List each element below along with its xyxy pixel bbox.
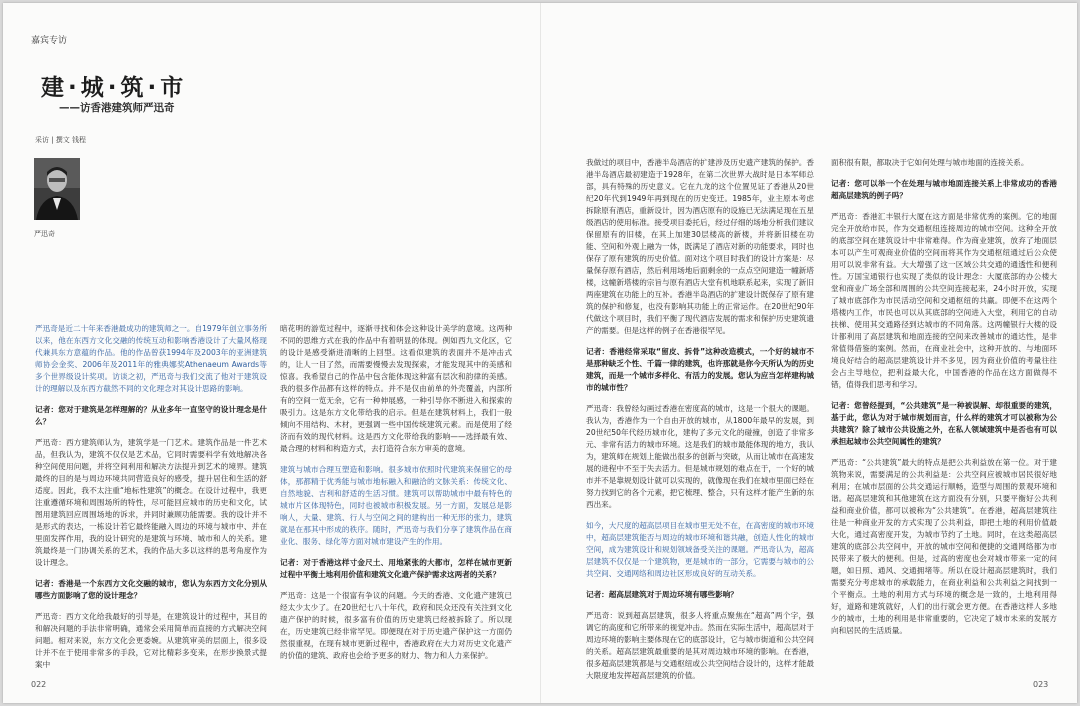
answer-7: 严迅奇：“公共建筑”最大的特点是把公共利益放在第一位。对于建筑物来说，需要满足的公共利益是：公共空间应被城市居民很好地利用；在城市层面的公共交通运行顺畅，造型与周围的景观环境和谐。超高层建筑和其他建筑在这方面没有分别，只要平衡好公共利益和商业价值，都可以被称为“公共建筑”。在香港，超高层建筑往往是一种商业开发的方式实现了公共利益，即把土地的利用价值最大化，通过高密度开发，为城市节约了土地。同时，在这类超高层建筑的底部公共空间中，开放的城市空间和便捷的交通网络都为市民带来了极大的便利。但是，过高的密度也会对城市带来一定的问题，如日照、通风、交通拥堵等。所以在设计超高层建筑时，我们需要充分考虑城市的承载能力，在商业利益和公共利益之间找到一个平衡点。土地的利用方式与环境的概念是一致的，土地利用得好，道路和建筑就好，人们的出行就会更方便。在香港这样人多地少的城市，土地的利用是非常重要的，它决定了城市未来的发展方向和居民的生活质量。	[831, 458, 1057, 635]
text-column-3	[586, 157, 814, 680]
text-column-1	[35, 323, 267, 673]
magazine-spread	[3, 3, 1077, 703]
answer-2: 严迅奇：西方文化给我最好的引导是，在建筑设计的过程中，其目的和解决问题的手法非常明确，通常会采用简单而直接的方式解决空间问题。相对来说，东方文化会更委婉。从建筑审美的层面上，很多设计并不在于使用非常多的手段，它对比精彩多变来，在形步换景式提案中	[35, 612, 267, 669]
intro-paragraph: 严迅奇是近二十年来香港最成功的建筑师之一。自1979年创立事务所以来，他在东西方文化交融的传统互动和影响香港设计了大量风格现代兼具东方意蕴的作品。他的作品曾获1994年及2003年的亚洲建筑师协会金奖、2006年及2011年的雅典娜奖Athenaeum Awards等多个世界级设计奖项。访谈之初，严迅奇与我们交流了他对于建筑设计的理解以及东西方截然不同的文化理念对其设计思路的影响。	[35, 324, 267, 393]
page-number-right: 023	[1033, 680, 1049, 689]
question-1: 记者：您对于建筑是怎样理解的？从业多年一直坚守的设计理念是什么？	[35, 405, 267, 426]
page-number-left: 022	[31, 680, 47, 689]
portrait-image	[34, 158, 80, 220]
answer-4: 严迅奇：我曾经勾画过香港在密度高的城市，这是一个很大的课题。我认为，香港作为一个自由开放的城市，从1800年最早的发展，到20世纪50年代经历城市化，建构了多元文化的碰撞，创造了非常多元、非常有活力的城市环境。这是我们的城市最能体现的地方，我认为，建筑师在规划上能做出很多的创新与突破，从而让城市在高速发展的进程中不至于失去活力。但是城市规划的难点在于，一个好的城市并不是靠规划设计就可以实现的，就像现在我们在城市里面已经在努力找到它的各个元素，把它梳理、整合，只有这样才能产生新的东西出来。	[586, 404, 814, 509]
article-title: 建·城·筑·市	[41, 75, 188, 101]
question-5: 记者：超高层建筑对于周边环境有哪些影响？	[586, 590, 738, 599]
answer-5: 严迅奇：说到超高层建筑，很多人将重点聚焦在“超高”两个字，强调它的高度和它所带来的视觉冲击。然而在实际生活中，超高层对于周边环境的影响主要体现在它的底部设计，它与城市街道和公共空间的关系。超高层建筑最重要的是其对周边城市环境的影响。在香港，很多超高层建筑都是与交通枢纽或公共空间结合设计的，这样才能最大限度地发挥超高层建筑的价值。	[586, 611, 814, 680]
portrait-photo	[34, 158, 80, 220]
answer-1: 严迅奇：西方建筑师认为，建筑学是一门艺术。建筑作品是一件艺术品，但我认为，建筑不仅仅是艺术品，它同时需要科学有效地解决各种空间使用问题，并将空间利用和解决方法提升到艺术的境界。建筑最终的目的是与周边环境共同营造良好的感受，提升居住和生活的舒适度。因此，我不太注重“地标性建筑”的概念。在设计过程中，我更注重遵循环境和周围场所的特性，尽可能回应城市的历史和文化，试图用建筑回应周围场地的诉求，并同时兼顾功能需要。我的设计并不是形式的表达，一栋设计若它最终能融入周边的环境与城市中、并在里面发挥作用，我的设计研究的是建筑与环境、城市和人的关系。建筑最终是一门协调关系的艺术，我的作品大多以这样的思考角度作为设计理念。	[35, 438, 267, 567]
paragraph: 我做过的项目中，香港半岛酒店的扩建涉及历史遗产建筑的保护。香港半岛酒店最初建造于1928年，在第二次世界大战时是日本军师总部，具有特殊的历史意义。它在九龙的这个位置见证了香港从20世纪20年代到1949年再到现在的历史变迁。1985年，业主原本考虑拆除原有酒店，重新设计，因为酒店原有的设施已无法满足现在五星级酒店的使用标准。接受项目委托后，经过仔细的场地分析我们建议保留原有的旧楼，在其上加建30层楼高的新楼，并将新旧楼在功能、空间和外观上融为一体，既满足了酒店对新的功能要求，同时也保存了原有建筑的历史价值。面对这个项目时我们的设计方案是：尽量保存原有酒店，然后利用场地后面剩余的一点点空间建造一幢新塔楼，这幢新塔楼的宗旨与原有酒店大堂有机地联系起来，实现了新旧两座建筑在功能上的互补。香港半岛酒店的扩建设计既保存了原有建筑的保护和修复，也没有影响其功能上的正常运作。在20世纪90年代做这个项目时，我们平衡了现代酒店发展的需求和保护历史建筑遗产的需要。但是这样的例子在香港很罕见。	[586, 158, 814, 335]
question-3: 记者：对于香港这样寸金尺土、用地紧张的大都市，怎样在城市更新过程中平衡土地利用价值和建筑文化遗产保护需求这两者的关系？	[280, 558, 512, 579]
article-subtitle: ——访香港建筑师严迅奇	[59, 102, 175, 114]
text-column-4	[831, 157, 1057, 672]
question-4: 记者：香港经常采取“留皮、拆骨”这种改造模式，一个好的城市不是那种缺乏个性、千篇一律的建筑，也许那就是你今天所认为的历史建筑，而是一个城市多样化、有活力的发展。您认为应当怎样建构城市的城市性？	[586, 347, 814, 392]
answer-3: 严迅奇：这是一个很富有争议的问题。今天的香港、文化遗产建筑已经太少太少了。在20世纪七八十年代，政府和民众还没有关注到文化遗产保护的时候，很多富有价值的历史建筑已经被拆除了。所以现在，历史建筑已经非常罕见。即便现在对于历史遗产保护这一方面仍然很重视，在现有城市更新过程中，香港政府在大力对历史文化遗产的价值的建筑、政府也会给予更多的财力、物力和人力来保护。	[280, 591, 512, 660]
section-label: 嘉宾专访	[31, 36, 68, 46]
answer-6: 严迅奇：香港汇丰银行大厦在这方面是非常优秀的案例。它的地面完全开放给市民，作为交通枢纽连接周边的城市空间。这种全开放的底部空间在建筑设计中非常难得。作为商业建筑，放弃了地面层本可以产生可观商业价值的空间而将其作为交通枢纽通过后公众使用可以说非常有益。大大增强了这一区域公共交通的通透性和便利性。万国宝通银行也实现了类似的设计理念：大厦底部的办公楼大堂和商业广场全部和周围的公共空间连接起来，24小时开放，实现了城市底部作为市民活动空间和交通枢纽的共赢。即便不在这两个塔楼内工作，市民也可以从其底部的空间进入大堂，利用它的自动扶梯、使用其交通路径到达城市的不同角落。这两幢银行大楼的设计都利用了高层建筑和地面连接的空间来改善城市的通达性，是非常值得借鉴的案例。然而，在商业社会中，这种开放的、与地面环境良好结合的超高层建筑设计并不多见，因为商业价值的考量往往会占主导地位，把利益最大化，中国香港的作品在这方面做得不错，值得我们思考和学习。	[831, 212, 1057, 389]
photo-caption: 严迅奇	[34, 230, 55, 238]
byline: 采访 | 撰文 钱程	[35, 136, 87, 144]
paragraph: 暗花明的游览过程中，逐渐寻找和体会这种设计美学的意境。这两种不同的思维方式在我的作品中有着明显的体现。例如西九文化区，它的设计是感受渐进清晰的上回型。这看似建筑的表面并不是冲击式的，让人一目了然，而需要慢慢去发现探索，才能发现其中的美感和惊喜。我希望自己的作品中包含能体现这种富有层次和韵律的美感。我的很多作品都有这样的特点。并不是仅由前单的外壳覆盖，内部所有的空间一览无余，它有一种伸展感，一种引导你不断进入和探索的吸引力。这是东方文化带给我的启示。但是在建筑材料上，我们一般倾向不用结构、木材，更强调一些中国传统建筑元素。而是使用了经济而有效的现代材料。这是西方文化带给我的影响——选择最有效、最合理的材料和构造方式，去打造符合东方审美的意境。	[280, 324, 512, 453]
highlight-paragraph: 建筑与城市合理互塑造和影响。很多城市依照时代建筑来保留它的母体，那都精于优秀能与城市地标融入和融洽的文脉关系：传统文化、自然地貌、吉利和舒适的生活习惯。建筑可以帮助城市中最有特色的城市片区体现特色，同时也被城市积极发展。另一方面，发展总是影响人，大量、建筑、行人与空间之间的建构出一种无形的张力，建筑就是在那其中形成的秩序。随时，严迅奇与我们分享了建筑作品在商业化、服务、绿化等方面对城市建设产生的作用。	[280, 465, 512, 546]
page-spine	[540, 3, 541, 703]
question-6: 记者：您可以举一个在处理与城市地面连接关系上非常成功的香港超高层建筑的例子吗？	[831, 179, 1057, 200]
highlight-paragraph: 如今，大尺度的超高层项目在城市里无处不在，在高密度的城市环境中，超高层建筑能否与周边的城市环境和谐共融，创造人性化的城市空间，成为建筑设计和规划领域备受关注的课题。严迅奇认为，超高层建筑不仅仅是一个建筑物，更是城市的一部分，它需要与城市的公共空间、交通网络和周边社区形成良好的互动关系。	[586, 521, 814, 578]
paragraph: 面积很有限，都取决于它如何处理与城市地面的连接关系。	[831, 158, 1029, 167]
text-column-2	[280, 323, 512, 673]
question-7: 记者：您曾经提到，“公共建筑”是一种被误解、却很重要的建筑，基于此，您认为对于城市规划而言，什么样的建筑才可以被称为公共建筑？除了城市公共设施之外，在私人领域建筑中是否也有可以承担起城市公共空间属性的建筑？	[831, 401, 1057, 446]
question-2: 记者：香港是一个东西方文化交融的城市，您认为东西方文化分别从哪些方面影响了您的设计理念？	[35, 579, 267, 600]
